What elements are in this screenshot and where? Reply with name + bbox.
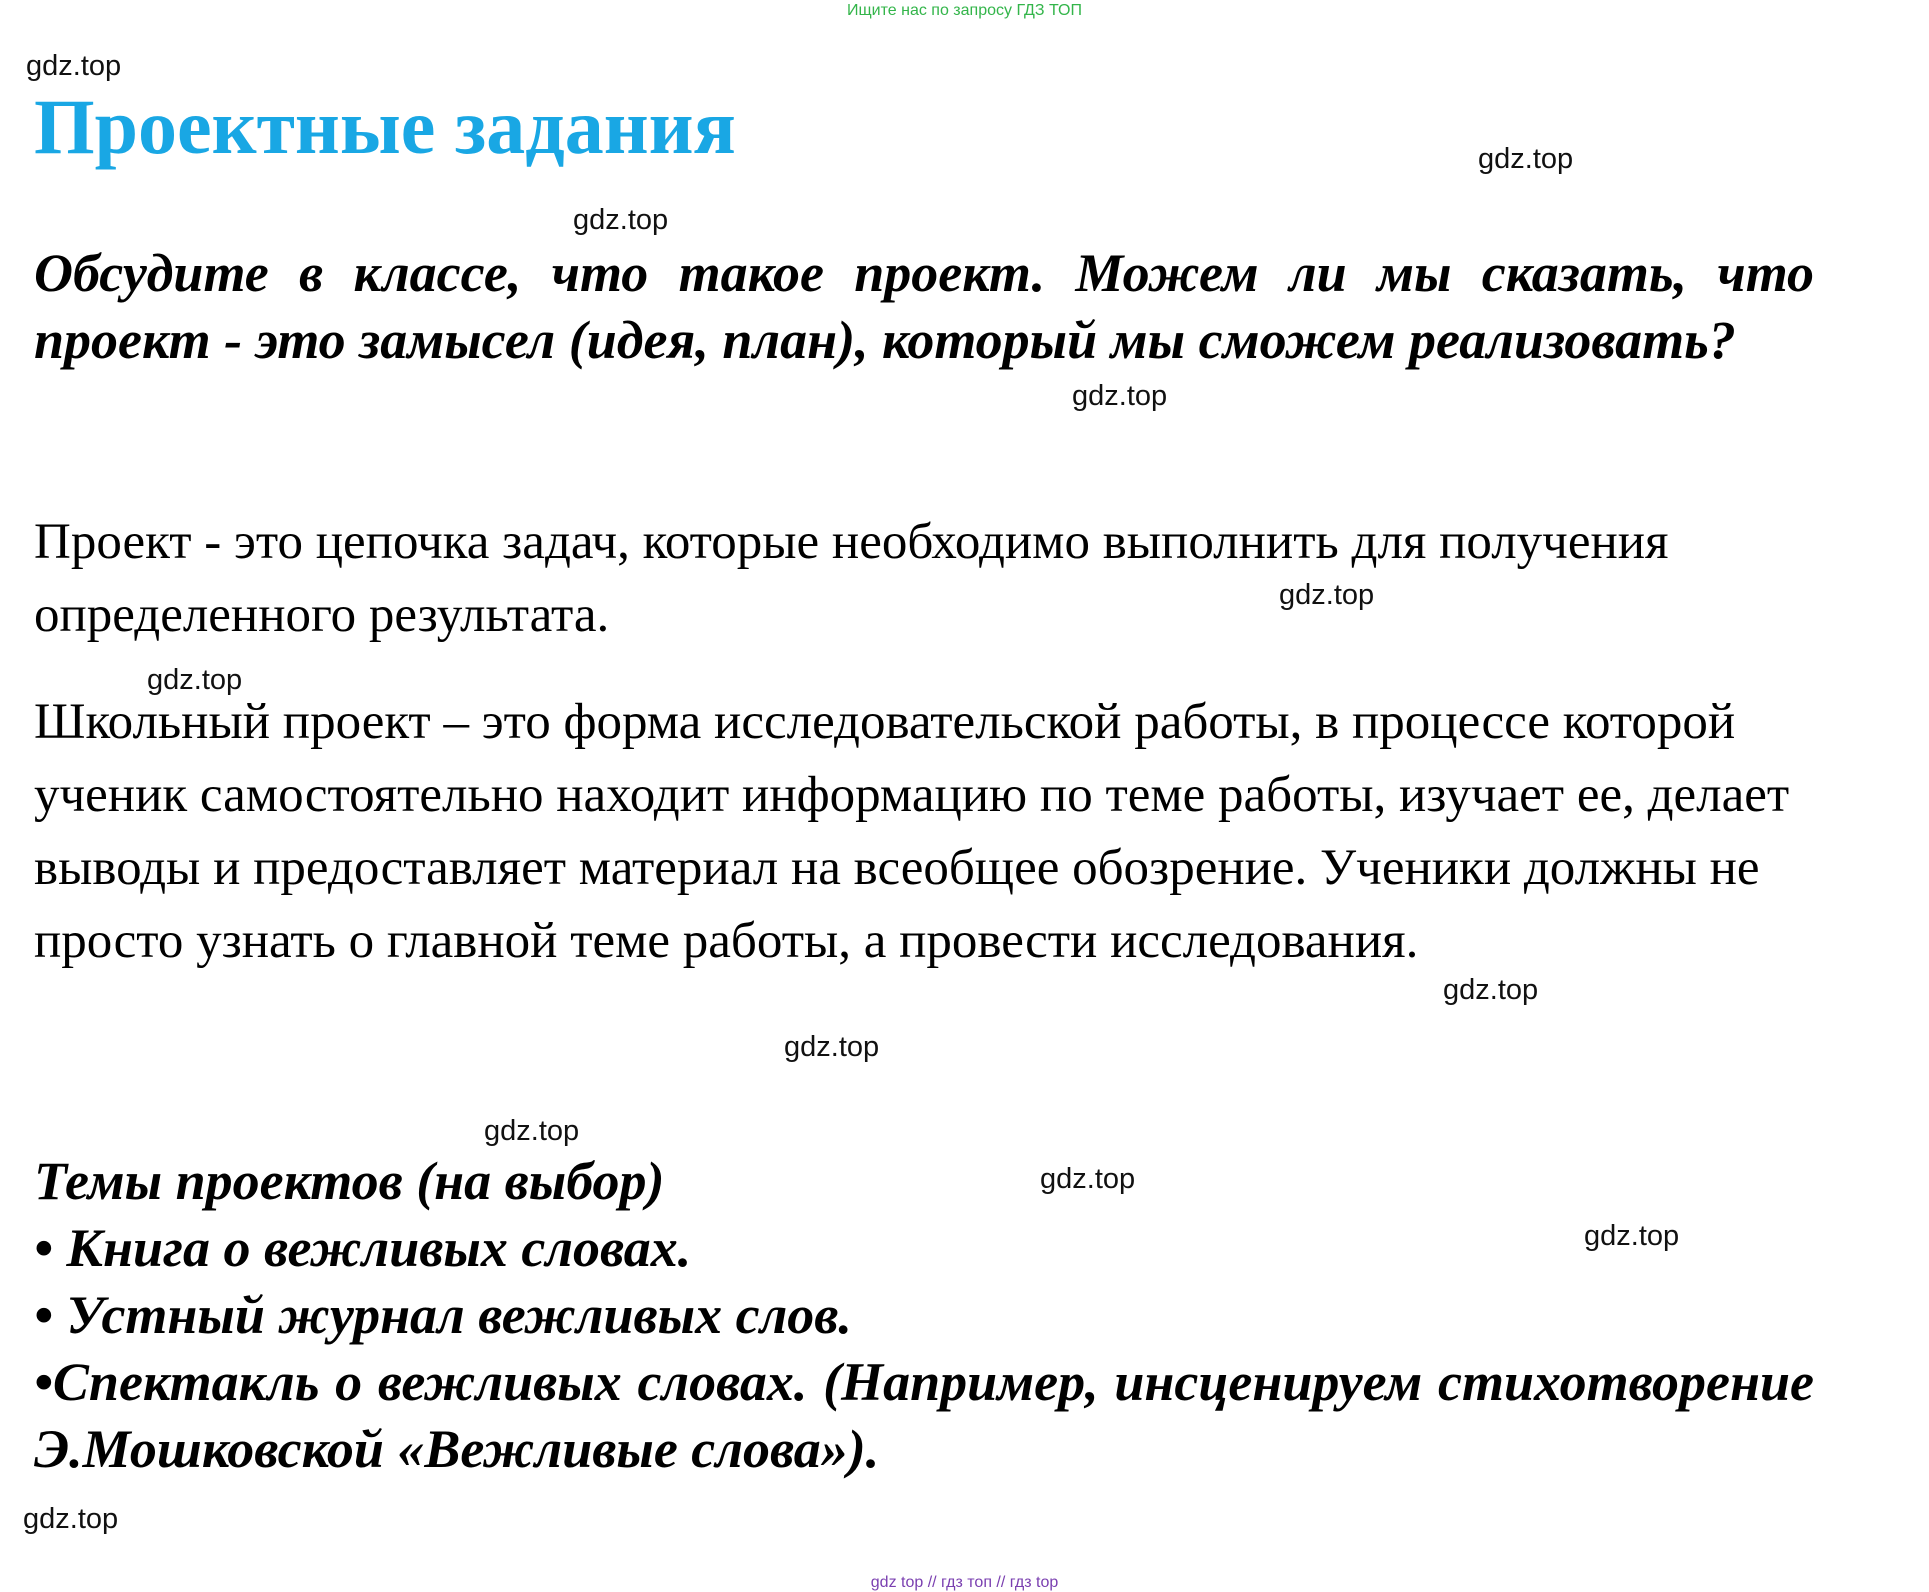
project-topics xyxy=(34,1148,1814,1483)
watermark-3: gdz.top xyxy=(573,204,669,236)
topic-item: • Устный журнал вежливых слов. xyxy=(34,1285,852,1345)
watermark-10: gdz.top xyxy=(1040,1163,1136,1195)
topic-item: •Спектакль о вежливых словах. (Например, инсценируем стихотворение Э.Мошковской «Вежливые слова»). xyxy=(34,1352,1814,1479)
watermark-7: gdz.top xyxy=(1443,974,1539,1006)
watermark-1: gdz.top xyxy=(26,50,122,82)
school-project-paragraph: Школьный проект – это форма исследовательской работы, в процессе которой ученик самостоятельно находит информацию по теме работы, изучает ее, делает выводы и предоставляет материал на всеобщее обозрение. Ученики должны не просто узнать о главной теме работы, а провести исследования. xyxy=(34,694,1790,969)
topics-heading: Темы проектов (на выбор) xyxy=(34,1151,665,1211)
watermark-8: gdz.top xyxy=(784,1031,880,1063)
top-banner: Ищите нас по запросу ГДЗ ТОП xyxy=(847,2,1082,19)
watermark-2: gdz.top xyxy=(1478,143,1574,175)
watermark-11: gdz.top xyxy=(1584,1220,1680,1252)
discussion-question: Обсудите в классе, что такое проект. Можем ли мы сказать, что проект - это замысел (идея, план), который мы сможем реализовать? xyxy=(34,243,1814,370)
watermark-4: gdz.top xyxy=(1072,380,1168,412)
footer-watermark: gdz top // гдз топ // гдз top xyxy=(870,1574,1059,1591)
watermark-9: gdz.top xyxy=(484,1115,580,1147)
watermark-12: gdz.top xyxy=(23,1503,119,1535)
watermark-5: gdz.top xyxy=(1279,579,1375,611)
watermark-6: gdz.top xyxy=(147,664,243,696)
topic-item: • Книга о вежливых словах. xyxy=(34,1218,692,1278)
project-definition-paragraph: Проект - это цепочка задач, которые необходимо выполнить для получения определенного результата. xyxy=(34,514,1669,643)
page-title: Проектные задания xyxy=(34,83,736,170)
